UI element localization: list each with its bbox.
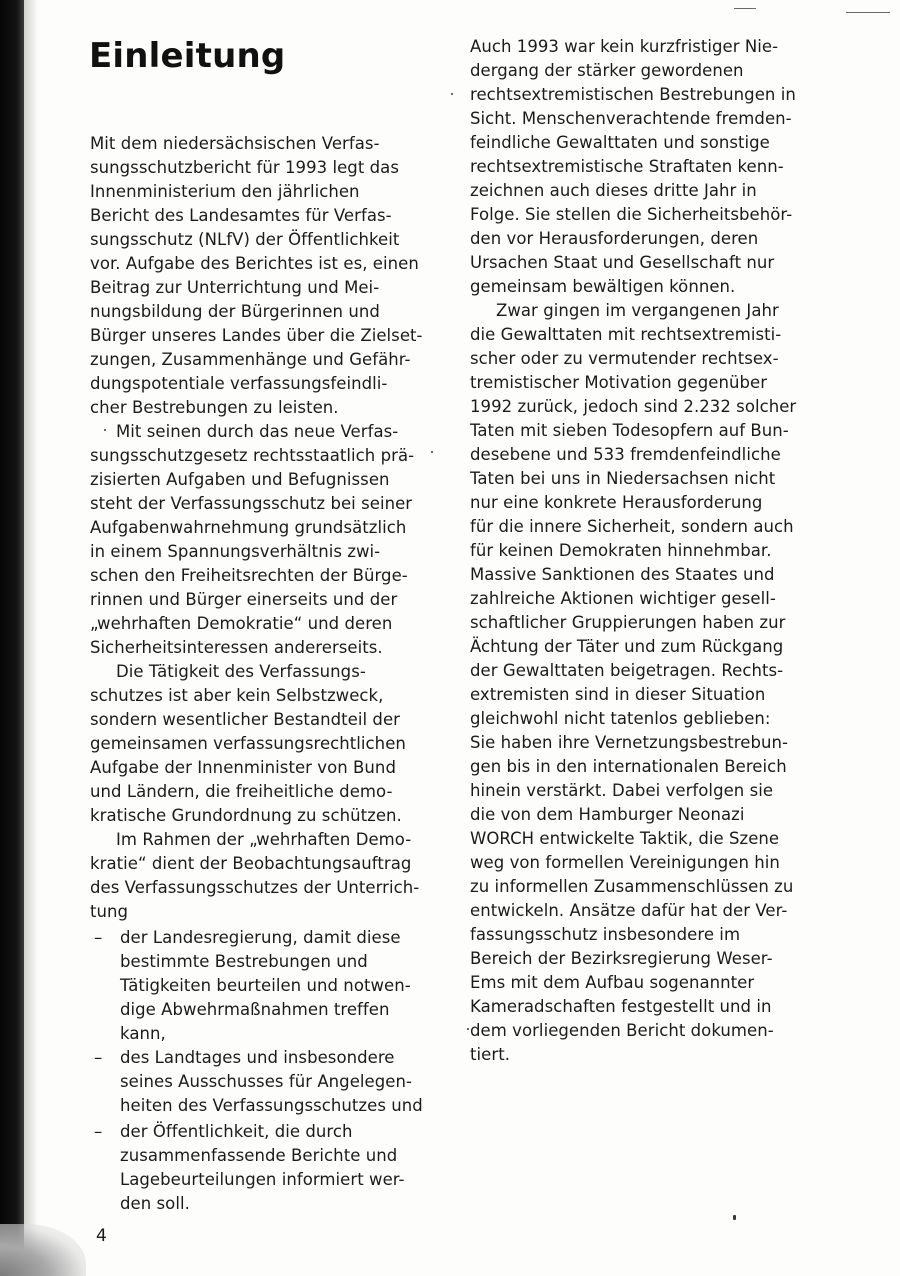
text-line: „wehrhaften Demokratie“ und deren	[90, 614, 393, 633]
text-line: gemeinsam bewältigen können.	[470, 277, 736, 296]
text-line: schaftlicher Gruppierungen haben zur	[470, 613, 786, 632]
text-line: dungspotentiale verfassungsfeindli-	[90, 374, 388, 393]
text-line: schutzes ist aber kein Selbstzweck,	[90, 686, 384, 705]
text-line: gleichwohl nicht tatenlos geblieben:	[470, 709, 771, 728]
text-line: Die Tätigkeit des Verfassungs-	[116, 662, 366, 681]
text-line: gemeinsamen verfassungsrechtlichen	[90, 734, 406, 753]
text-line: in einem Spannungsverhältnis zwi-	[90, 542, 381, 561]
text-line: Sie haben ihre Vernetzungsbestrebun-	[470, 733, 788, 752]
text-line: Mit dem niedersächsischen Verfas-	[90, 134, 380, 153]
text-line: tremistischer Motivation gegenüber	[470, 373, 768, 392]
page-corner-curl	[0, 1224, 86, 1276]
list-item-line: der Landesregierung, damit diese	[120, 928, 401, 947]
text-line: Mit seinen durch das neue Verfas-	[116, 422, 399, 441]
text-line: nur eine konkrete Herausforderung	[470, 493, 763, 512]
text-line: Ems mit dem Aufbau sogenannter	[470, 973, 755, 992]
list-item-line: Tätigkeiten beurteilen und notwen-	[120, 976, 411, 995]
list-item-marker: –	[94, 1122, 103, 1141]
text-line: Sicht. Menschenverachtende fremden-	[470, 109, 792, 128]
text-line: zisierten Aufgaben und Befugnissen	[90, 470, 390, 489]
text-line: die Gewalttaten mit rechtsextremisti-	[470, 325, 782, 344]
text-line: rinnen und Bürger einerseits und der	[90, 590, 398, 609]
text-line: Beitrag zur Unterrichtung und Mei-	[90, 278, 380, 297]
scan-artifact-line	[734, 8, 756, 9]
list-item-line: dige Abwehrmaßnahmen treffen	[120, 1000, 390, 1019]
text-line: Bürger unseres Landes über die Zielset-	[90, 326, 423, 345]
text-line: für keinen Demokraten hinnehmbar.	[470, 541, 772, 560]
text-line: des Verfassungsschutzes der Unterrich-	[90, 878, 420, 897]
list-item-marker: –	[94, 1048, 103, 1067]
text-line: und Ländern, die freiheitliche demo-	[90, 782, 393, 801]
text-line: desebene und 533 fremdenfeindliche	[470, 445, 781, 464]
page-number: 4	[96, 1226, 107, 1246]
text-line: feindliche Gewalttaten und sonstige	[470, 133, 770, 152]
text-line: Auch 1993 war kein kurzfristiger Nie-	[470, 37, 779, 56]
list-item-line: der Öffentlichkeit, die durch	[120, 1122, 353, 1141]
text-line: dergang der stärker gewordenen	[470, 61, 744, 80]
text-line: schen den Freiheitsrechten der Bürge-	[90, 566, 408, 585]
text-line: nungsbildung der Bürgerinnen und	[90, 302, 380, 321]
text-line: cher Bestrebungen zu leisten.	[90, 398, 339, 417]
text-line: dem vorliegenden Bericht dokumen-	[470, 1021, 774, 1040]
scan-artifact-line	[846, 12, 890, 13]
text-line: Massive Sanktionen des Staates und	[470, 565, 775, 584]
text-line: kratische Grundordnung zu schützen.	[90, 806, 402, 825]
list-item-line: bestimmte Bestrebungen und	[120, 952, 368, 971]
text-line: steht der Verfassungsschutz bei seiner	[90, 494, 413, 513]
scan-binding-shadow	[0, 0, 24, 1276]
text-line: die von dem Hamburger Neonazi	[470, 805, 745, 824]
text-line: rechtsextremistischen Bestrebungen in	[470, 85, 796, 104]
text-line: extremisten sind in dieser Situation	[470, 685, 766, 704]
text-line: Zwar gingen im vergangenen Jahr	[496, 301, 779, 320]
text-line: vor. Aufgabe des Berichtes ist es, einen	[90, 254, 419, 273]
scan-binding-gradient	[24, 0, 38, 1276]
text-line: sungsschutz (NLfV) der Öffentlichkeit	[90, 230, 400, 249]
text-line: hinein verstärkt. Dabei verfolgen sie	[470, 781, 774, 800]
text-line: Taten bei uns in Niedersachsen nicht	[470, 469, 776, 488]
list-item-line: kann,	[120, 1024, 166, 1043]
list-item-line: heiten des Verfassungsschutzes und	[120, 1096, 423, 1115]
text-line: Im Rahmen der „wehrhaften Demo-	[116, 830, 412, 849]
text-line: weg von formellen Vereinigungen hin	[470, 853, 780, 872]
text-line: scher oder zu vermutender rechtsex-	[470, 349, 779, 368]
text-line: entwickeln. Ansätze dafür hat der Ver-	[470, 901, 788, 920]
text-line: Bereich der Bezirksregierung Weser-	[470, 949, 773, 968]
text-line: Aufgabe der Innenminister von Bund	[90, 758, 396, 777]
text-line: tiert.	[470, 1045, 511, 1064]
text-line: sungsschutzbericht für 1993 legt das	[90, 158, 399, 177]
list-item-line: den soll.	[120, 1194, 190, 1213]
text-line: den vor Herausforderungen, deren	[470, 229, 759, 248]
text-line: Ursachen Staat und Gesellschaft nur	[470, 253, 775, 272]
list-item-line: zusammenfassende Berichte und	[120, 1146, 398, 1165]
text-line: tung	[90, 902, 129, 921]
text-line: Taten mit sieben Todesopfern auf Bun-	[470, 421, 789, 440]
text-line: Sicherheitsinteressen andererseits.	[90, 638, 383, 657]
scan-artifact-dot	[733, 1215, 736, 1220]
text-line: zeichnen auch dieses dritte Jahr in	[470, 181, 757, 200]
text-line: Bericht des Landesamtes für Verfas-	[90, 206, 392, 225]
text-line: sungsschutzgesetz rechtsstaatlich prä-	[90, 446, 415, 465]
scan-artifact-dot	[431, 451, 433, 453]
text-line: fassungsschutz insbesondere im	[470, 925, 741, 944]
text-line: gen bis in den internationalen Bereich	[470, 757, 787, 776]
text-line: sondern wesentlicher Bestandteil der	[90, 710, 400, 729]
text-line: zungen, Zusammenhänge und Gefähr-	[90, 350, 411, 369]
scan-artifact-dot	[104, 429, 106, 431]
scan-artifact-dot	[467, 1028, 469, 1030]
text-line: Innenministerium den jährlichen	[90, 182, 360, 201]
text-line: Folge. Sie stellen die Sicherheitsbehör-	[470, 205, 793, 224]
text-line: der Gewalttaten beigetragen. Rechts-	[470, 661, 784, 680]
text-line: 1992 zurück, jedoch sind 2.232 solcher	[470, 397, 797, 416]
scan-artifact-dot	[451, 93, 453, 95]
list-item-line: Lagebeurteilungen informiert wer-	[120, 1170, 405, 1189]
text-line: WORCH entwickelte Taktik, die Szene	[470, 829, 780, 848]
text-line: zu informellen Zusammenschlüssen zu	[470, 877, 794, 896]
text-line: Kameradschaften festgestellt und in	[470, 997, 772, 1016]
text-line: zahlreiche Aktionen wichtiger gesell-	[470, 589, 776, 608]
text-line: Ächtung der Täter und zum Rückgang	[470, 637, 784, 656]
list-item-line: seines Ausschusses für Angelegen-	[120, 1072, 412, 1091]
text-line: kratie“ dient der Beobachtungsauftrag	[90, 854, 412, 873]
text-line: rechtsextremistische Straftaten kenn-	[470, 157, 784, 176]
page-title: Einleitung	[89, 36, 286, 76]
list-item-marker: –	[94, 928, 103, 947]
list-item-line: des Landtages und insbesondere	[120, 1048, 395, 1067]
text-line: Aufgabenwahrnehmung grundsätzlich	[90, 518, 407, 537]
text-line: für die innere Sicherheit, sondern auch	[470, 517, 794, 536]
